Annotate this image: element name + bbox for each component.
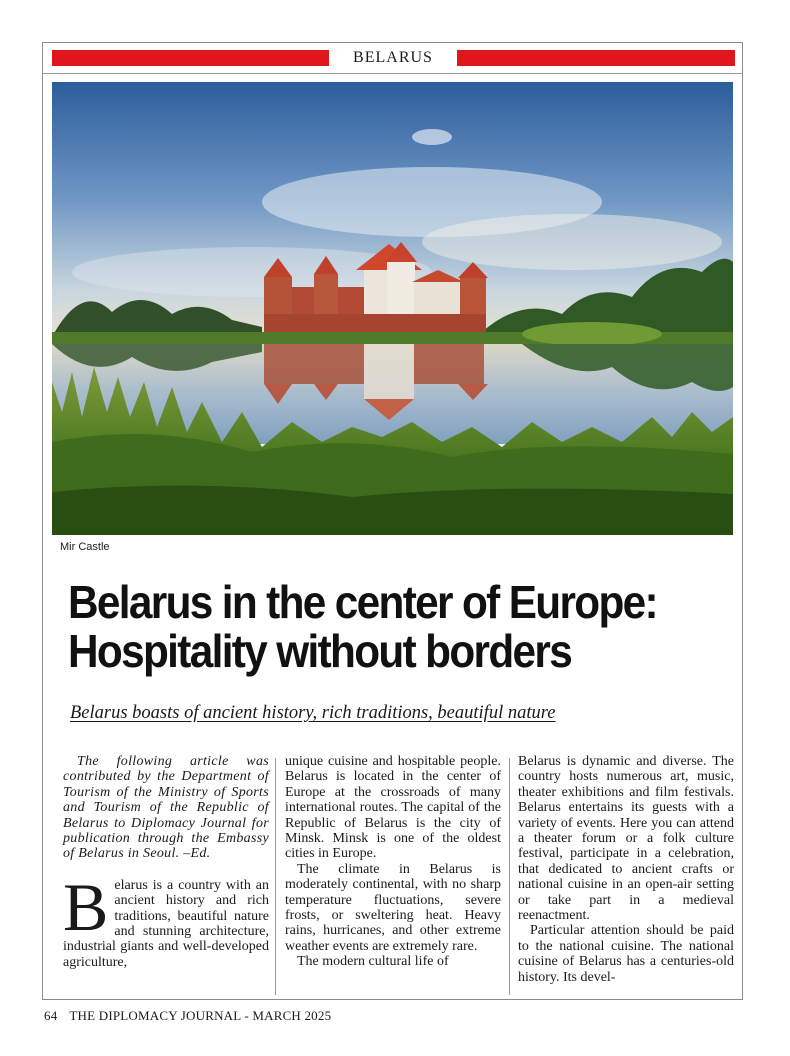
section-bar-right [457, 50, 735, 66]
page-footer [44, 1008, 331, 1024]
column-divider [275, 758, 276, 995]
section-divider [43, 73, 742, 74]
article-paragraph: unique cuisine and hospitable people. Belarus is located in the center of Europe at the crossroads of many international routes. The capital of the Republic of Belarus is the city of Minsk. Minsk is one of the oldest cities in Europe. [285, 754, 501, 862]
headline-line-2: Hospitality without borders [68, 625, 572, 677]
section-header [52, 48, 735, 68]
article-paragraph [63, 868, 269, 970]
headline [68, 578, 684, 676]
page-number: 64 [44, 1008, 58, 1023]
section-label: BELARUS [353, 49, 433, 66]
section-bar-left [52, 50, 329, 66]
mir-castle-photo [52, 82, 733, 535]
article-column-2 [285, 754, 501, 970]
article-column-1 [63, 754, 269, 970]
article-column-3 [518, 754, 734, 985]
drop-cap: B [63, 868, 109, 945]
photo-caption: Mir Castle [60, 541, 110, 553]
headline-line-1: Belarus in the center of Europe: [68, 576, 657, 628]
article-paragraph: Particular attention should be paid to the national cuisine. The national cuisine of Belarus has a centuries-old history. Its devel- [518, 923, 734, 985]
deck-subtitle: Belarus boasts of ancient history, rich traditions, beautiful nature [70, 703, 556, 723]
column-divider [509, 758, 510, 995]
article-paragraph: Belarus is dynamic and diverse. The country hosts numerous art, music, theater exhibitions and film festivals. Belarus entertains its guests with a variety of events. Here you can attend a theater forum or a folk culture festival, participate in a celebration, that dedicated to ancient crafts or national cuisine in an open-air setting or take part in a medieval reenactment. [518, 754, 734, 924]
publication-name: THE DIPLOMACY JOURNAL - MARCH 2025 [69, 1008, 332, 1023]
editor-note: The following article was contributed by the Department of Tourism of the Ministry of Sports and Tourism of the Republic of Belarus to Diplomacy Journal for publication through the Embassy of Belarus in Seoul. –Ed. [63, 754, 269, 862]
article-paragraph: The modern cultural life of [297, 954, 449, 970]
article-text: elarus is a country with an ancient history and rich traditions, beautiful nature and stunning architecture, industrial giants and well-developed agriculture, [63, 877, 269, 970]
article-paragraph: The climate in Belarus is moderately continental, with no sharp temperature fluctuations, severe frosts, or sweltering heat. Heavy rains, hurricanes, and other extreme weather events are extremely rare. [285, 861, 501, 954]
